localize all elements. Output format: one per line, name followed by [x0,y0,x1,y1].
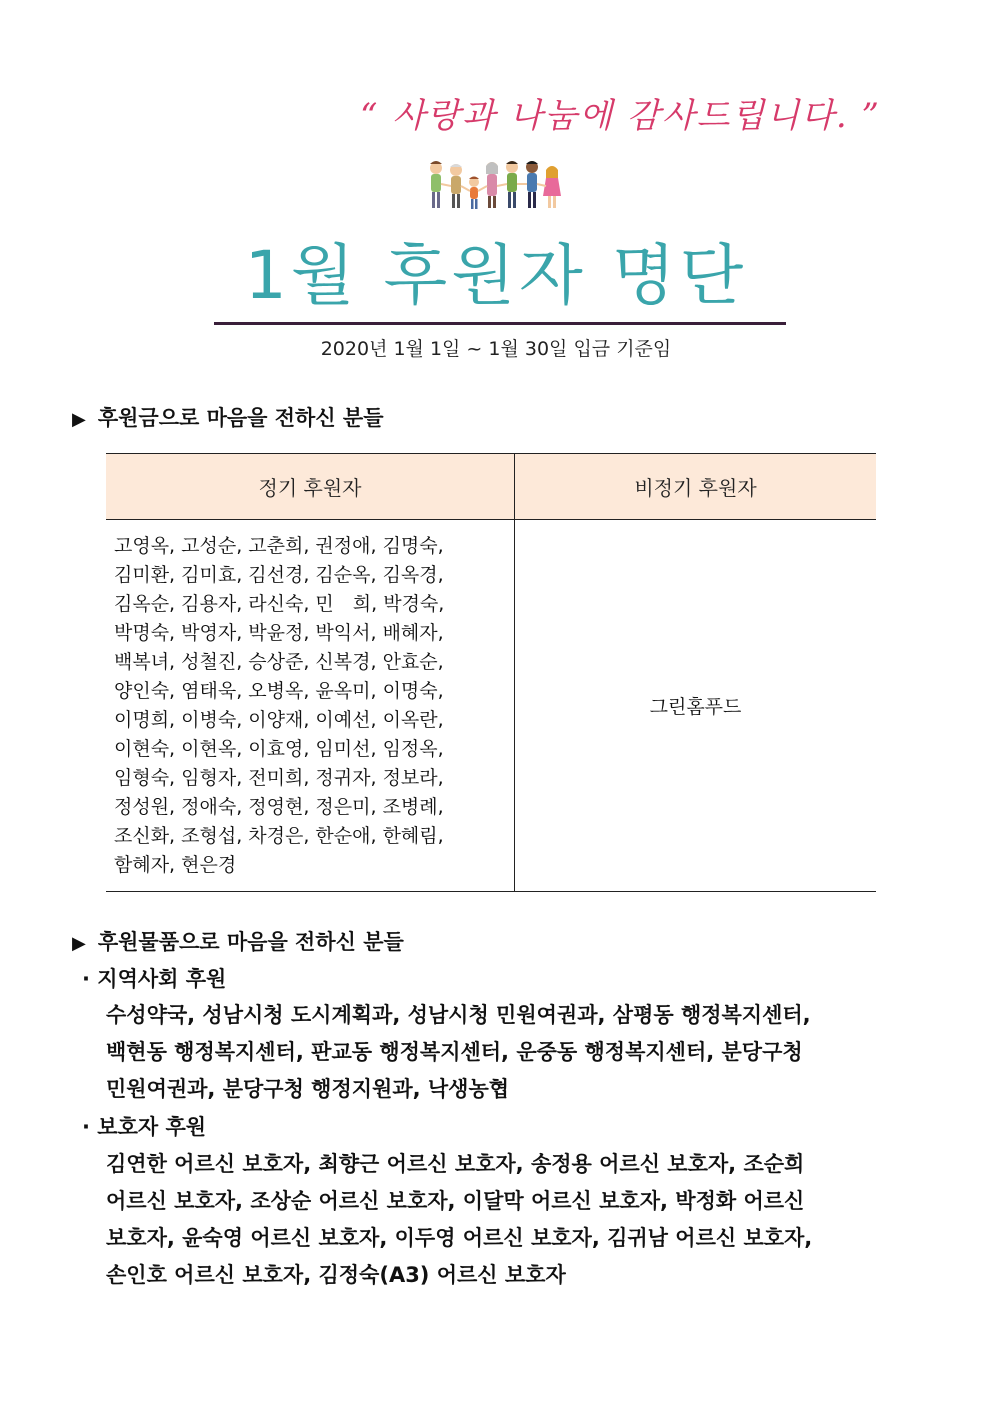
regular-donor-line: 임형숙, 임형자, 전미희, 정귀자, 정보라, [114,767,444,789]
person-figure [543,166,561,208]
section-money-heading [72,402,384,432]
guardian-support-line: 어르신 보호자, 조상순 어르신 보호자, 이달막 어르신 보호자, 박정화 어르신 [106,1189,805,1213]
regular-donor-line: 함혜자, 현은경 [114,854,237,876]
header-irregular: 비정기 후원자 [515,454,877,520]
thanks-quote: “ 사랑과 나눔에 감사드립니다. ” [360,96,881,136]
guardian-support-label: · 보호자 후원 [82,1115,207,1139]
guardian-support-line: 손인호 어르신 보호자, 김정숙(A3) 어르신 보호자 [106,1263,566,1287]
community-support-line: 수성약국, 성남시청 도시계획과, 성남시청 민원여권과, 삼평동 행정복지센터, [106,1003,811,1027]
triangle-bullet-icon: ▶ [72,933,86,954]
community-support-label: · 지역사회 후원 [82,967,227,991]
period-note: 2020년 1월 1일 ~ 1월 30일 입금 기준임 [320,338,672,360]
guardian-support-list [106,1146,926,1294]
community-support-line: 백현동 행정복지센터, 판교동 행정복지센터, 운중동 행정복지센터, 분당구청 [106,1040,803,1064]
community-support-list [106,997,926,1108]
regular-donor-line: 백복녀, 성철진, 승상준, 신복경, 안효순, [114,651,444,673]
community-support-line: 민원여권과, 분당구청 행정지원과, 낙생농협 [106,1077,510,1101]
table-header-row [106,454,876,520]
section-money-title: 후원금으로 마음을 전하신 분들 [97,406,384,430]
person-figure [450,164,462,208]
regular-donor-list [106,520,515,892]
person-figure [486,162,498,208]
header-regular: 정기 후원자 [106,454,515,520]
regular-donor-line: 이명희, 이병숙, 이양재, 이예선, 이옥란, [114,709,444,731]
triangle-bullet-icon: ▶ [72,409,86,430]
irregular-donor-cell: 그린홈푸드 [515,520,877,892]
regular-donor-line: 김미환, 김미효, 김선경, 김순옥, 김옥경, [114,564,444,586]
donor-table [106,453,876,892]
person-figure [526,161,538,208]
guardian-support-line: 보호자, 윤숙영 어르신 보호자, 이두영 어르신 보호자, 김귀남 어르신 보호자, [106,1226,813,1250]
regular-donor-line: 이현숙, 이현옥, 이효영, 임미선, 임정옥, [114,738,444,760]
person-figure [469,177,479,210]
regular-donor-line: 김옥순, 김용자, 라신숙, 민 희, 박경숙, [114,593,445,615]
person-figure [430,161,442,208]
person-figure [506,161,518,208]
family-illustration [424,158,574,214]
regular-donor-line: 조신화, 조형섭, 차경은, 한순애, 한혜림, [114,825,444,847]
section-goods-heading [72,926,404,956]
regular-donor-line: 고영옥, 고성순, 고춘희, 권정애, 김명숙, [114,535,444,557]
regular-donor-line: 정성원, 정애숙, 정영현, 정은미, 조병례, [114,796,444,818]
table-row [106,520,876,892]
regular-donor-line: 박명숙, 박영자, 박윤정, 박익서, 배혜자, [114,622,444,644]
guardian-support-line: 김연한 어르신 보호자, 최향근 어르신 보호자, 송정용 어르신 보호자, 조순희 [106,1152,805,1176]
page-title: 1월 후원자 명단 [244,237,748,314]
regular-donor-line: 양인숙, 염태욱, 오병옥, 윤옥미, 이명숙, [114,680,444,702]
section-goods-title: 후원물품으로 마음을 전하신 분들 [97,930,404,954]
title-divider [214,322,786,325]
